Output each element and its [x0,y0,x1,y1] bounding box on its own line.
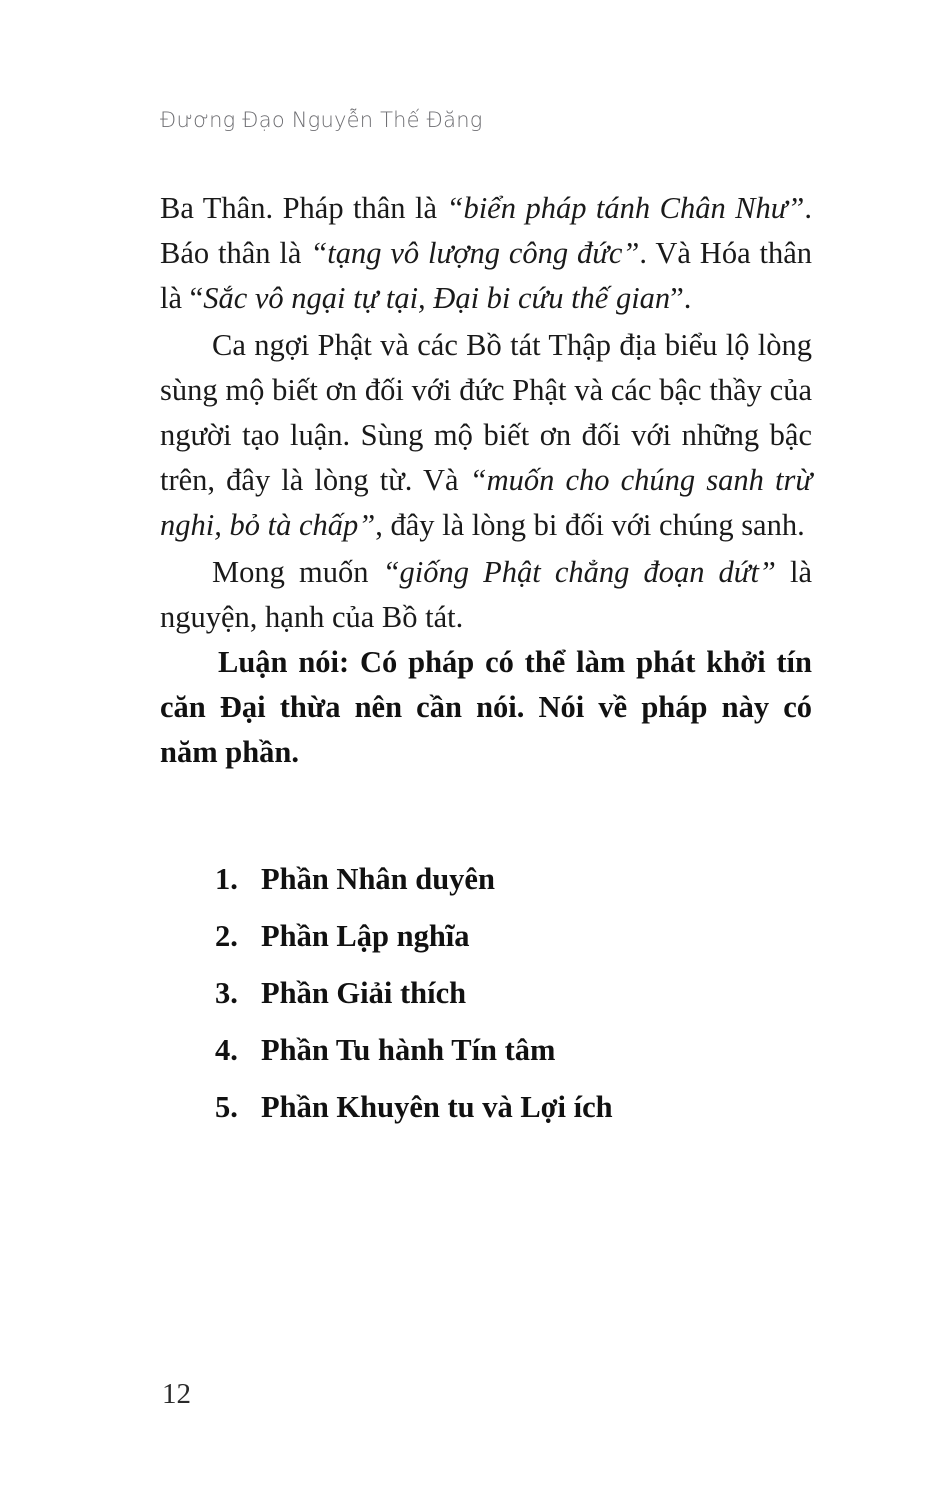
list-item-number: 5. [215,1090,238,1124]
paragraph-1 [160,186,812,321]
list-item-label: Phần Khuyên tu và Lợi ích [261,1090,613,1124]
italic-quote: “biển pháp tánh Chân Như” [446,191,805,225]
numbered-list [160,862,812,1147]
text-run: Ba Thân. Pháp thân là [160,191,447,225]
list-item [160,1090,812,1147]
list-item-label: Phần Tu hành Tín tâm [261,1033,556,1067]
list-item-number: 2. [215,919,238,953]
list-item [160,976,812,1033]
text-run: là nguyện, hạnh của Bồ tát. [160,555,813,634]
list-item [160,919,812,976]
list-item [160,862,812,919]
list-item-number: 4. [215,1033,238,1067]
page-number: 12 [162,1378,191,1410]
list-item [160,1033,812,1090]
text-run: Ca ngợi Phật và các Bồ tát Thập địa biểu lộ lòng sùng mộ biết ơn đối với đức Phật và các bậc thầy của người tạo luận. Sùng mộ biết ơn đối với những bậc trên, đây là lòng từ. Và [160,328,812,497]
paragraph-3 [160,550,812,640]
list-item-number: 1. [215,862,238,896]
text-run: ”. [670,281,692,315]
text-run: , đây là lòng bi đối với chúng sanh. [375,508,805,542]
running-header: Đương Đạo Nguyễn Thế Đăng [160,108,483,132]
list-item-label: Phần Lập nghĩa [261,919,470,953]
italic-quote: “giống Phật chẳng đoạn dứt” [382,555,776,589]
list-item-label: Phần Nhân duyên [261,862,495,896]
text-run: . Báo thân là [160,191,812,270]
italic-quote: “tạng vô lượng công đức” [310,236,640,270]
text-run: . Và Hóa thân là “ [160,236,813,315]
text-run: Mong muốn [212,555,383,589]
body-text-block [160,186,812,775]
italic-quote: Sắc vô ngại tự tại, Đại bi cứu thế gian [203,281,671,315]
italic-quote: “muốn cho chúng sanh trừ nghi, bỏ tà chấp” [160,463,812,542]
list-item-label: Phần Giải thích [261,976,467,1010]
paragraph-2 [160,323,812,548]
paragraph-bold-luan-noi: Luận nói: Có pháp có thể làm phát khởi tín căn Đại thừa nên cần nói. Nói về pháp này có năm phần. [160,645,812,769]
list-item-number: 3. [215,976,238,1010]
